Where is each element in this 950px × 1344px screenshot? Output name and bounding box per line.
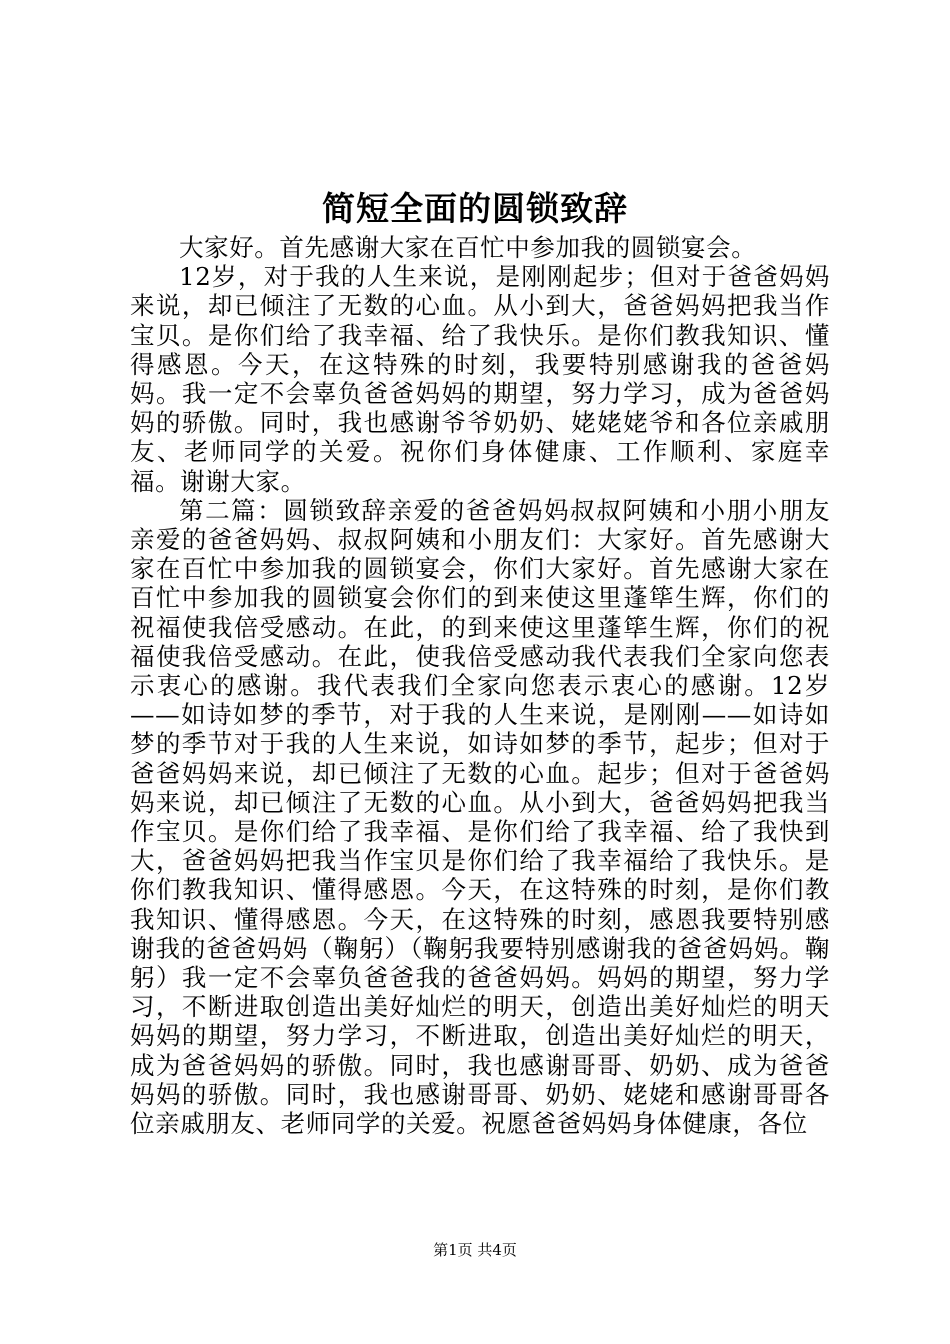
paragraph-main: 12岁，对于我的人生来说，是刚刚起步；但对于爸爸妈妈来说，却已倾注了无数的心血。从小到大，爸爸妈妈把我当作宝贝。是你们给了我幸福、给了我快乐。是你们教我知识、懂得感恩。今天，在这特殊的时刻，我要特别感谢我的爸爸妈妈。我一定不会辜负爸爸妈妈的期望，努力学习，成为爸爸妈妈的骄傲。同时，我也感谢爷爷奶奶、姥姥姥爷和各位亲戚朋友、老师同学的关爱。祝你们身体健康、工作顺利、家庭幸福。谢谢大家。 <box>130 262 830 496</box>
page-number-footer: 第1页 共4页 <box>433 1241 517 1259</box>
document-title: 简短全面的圆锁致辞 <box>322 189 628 228</box>
paragraph-second-article: 第二篇：圆锁致辞亲爱的爸爸妈妈叔叔阿姨和小朋小朋友亲爱的爸爸妈妈、叔叔阿姨和小朋友们：大家好。首先感谢大家在百忙中参加我的圆锁宴会，你们大家好。首先感谢大家在百忙中参加我的圆锁宴会你们的到来使这里蓬筚生辉，你们的祝福使我倍受感动。在此，的到来使这里蓬筚生辉，你们的祝福使我倍受感动。在此，使我倍受感动我代表我们全家向您表示衷心的感谢。我代表我们全家向您表示衷心的感谢。12岁——如诗如梦的季节，对于我的人生来说，是刚刚——如诗如梦的季节对于我的人生来说，如诗如梦的季节，起步；但对于爸爸妈妈来说，却已倾注了无数的心血。起步；但对于爸爸妈妈来说，却已倾注了无数的心血。从小到大，爸爸妈妈把我当作宝贝。是你们给了我幸福、是你们给了我幸福、给了我快到大，爸爸妈妈把我当作宝贝是你们给了我幸福给了我快乐。是你们教我知识、懂得感恩。今天，在这特殊的时刻，是你们教我知识、懂得感恩。今天，在这特殊的时刻，感恩我要特别感谢我的爸爸妈妈（鞠躬）（鞠躬我要特别感谢我的爸爸妈妈。鞠躬）我一定不会辜负爸爸我的爸爸妈妈。妈妈的期望，努力学习，不断进取创造出美好灿烂的明天，创造出美好灿烂的明天妈妈的期望，努力学习，不断进取，创造出美好灿烂的明天，成为爸爸妈妈的骄傲。同时，我也感谢哥哥、奶奶、成为爸爸妈妈的骄傲。同时，我也感谢哥哥、奶奶、姥姥和感谢哥哥各位亲戚朋友、老师同学的关爱。祝愿爸爸妈妈身体健康，各位 <box>130 495 830 1139</box>
paragraph-greeting: 大家好。首先感谢大家在百忙中参加我的圆锁宴会。 <box>179 233 757 262</box>
document-body <box>130 233 830 1138</box>
